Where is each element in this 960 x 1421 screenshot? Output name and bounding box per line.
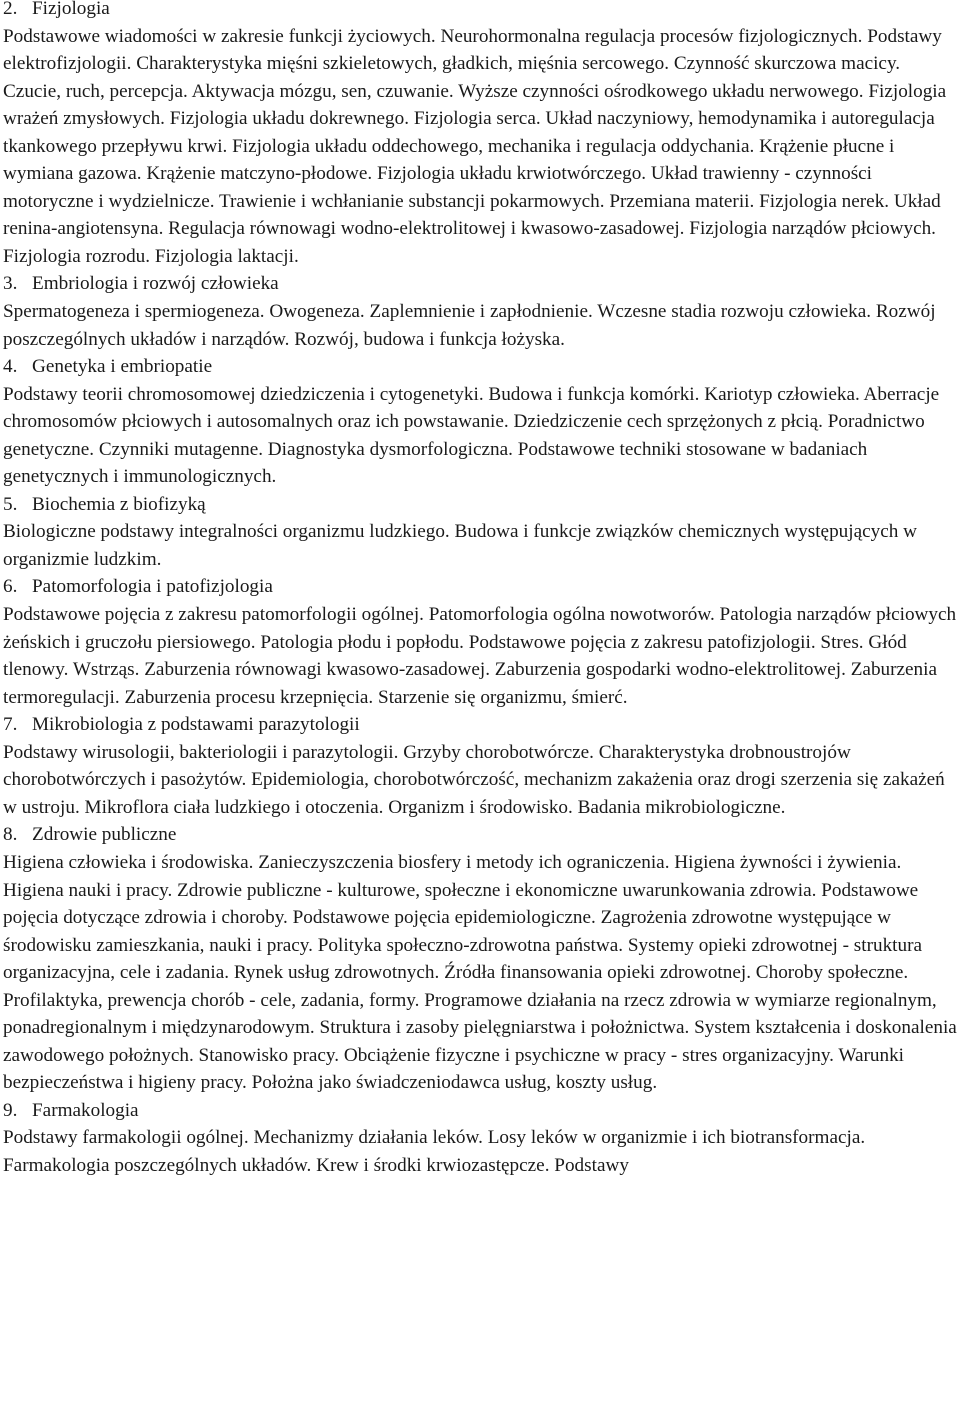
section-title: Mikrobiologia z podstawami parazytologii [32, 714, 360, 736]
section-title: Genetyka i embriopatie [32, 356, 213, 378]
section-number: 2. [3, 0, 18, 19]
section-heading [3, 491, 957, 519]
section-title: Biochemia z biofizyką [32, 493, 206, 515]
section-number: 3. [3, 273, 18, 295]
section-number: 9. [3, 1099, 18, 1121]
section-heading [3, 353, 957, 381]
section-body: Biologiczne podstawy integralności organizmu ludzkiego. Budowa i funkcje związków chemicznych występujących w organizmie ludzkim. [3, 521, 917, 570]
section-body: Podstawowe wiadomości w zakresie funkcji życiowych. Neurohormonalna regulacja procesów fizjologicznych. Podstawy elektrofizjologii. Charakterystyka mięśni szkieletowych, gładkich, mięśnia sercowego. Czynność skurczowa macicy. Czucie, ruch, percepcja. Aktywacja mózgu, sen, czuwanie. Wyższe czynności ośrodkowego układu nerwowego. Fizjologia wrażeń zmysłowych. Fizjologia układu dokrewnego. Fizjologia serca. Układ naczyniowy, hemodynamika i autoregulacja tkankowego przepływu krwi. Fizjologia układu oddechowego, mechanika i regulacja oddychania. Krążenie płucne i wymiana gazowa. Krążenie matczyno-płodowe. Fizjologia układu krwiotwórczego. Układ trawienny - czynności motoryczne i wydzielnicze. Trawienie i wchłanianie substancji pokarmowych. Przemiana materii. Fizjologia nerek. Układ renina-angiotensyna. Regulacja równowagi wodno-elektrolitowej i kwasowo-zasadowej. Fizjologia narządów płciowych. Fizjologia rozrodu. Fizjologia laktacji. [3, 25, 947, 267]
section-number: 6. [3, 576, 18, 598]
section-heading [3, 821, 957, 849]
section-number: 4. [3, 356, 18, 378]
section-heading [3, 0, 957, 23]
section-body: Podstawowe pojęcia z zakresu patomorfologii ogólnej. Patomorfologia ogólna nowotworów. Patologia narządów płciowych żeńskich i gruczołu piersiowego. Patologia płodu i popłodu. Podstawowe pojęcia z zakresu patofizjologii. Stres. Głód tlenowy. Wstrząs. Zaburzenia równowagi kwasowo-zasadowej. Zaburzenia gospodarki wodno-elektrolitowej. Zaburzenia termoregulacji. Zaburzenia procesu krzepnięcia. Starzenie się organizmu, śmierć. [3, 604, 957, 708]
section-zdrowie-publiczne [3, 821, 957, 1096]
section-genetyka [3, 353, 957, 491]
section-title: Farmakologia [32, 1099, 139, 1121]
section-heading [3, 270, 957, 298]
section-biochemia [3, 491, 957, 574]
section-embriologia [3, 270, 957, 353]
section-body: Spermatogeneza i spermiogeneza. Owogeneza. Zaplemnienie i zapłodnienie. Wczesne stadia rozwoju człowieka. Rozwój poszczególnych układów i narządów. Rozwój, budowa i funkcja łożyska. [3, 301, 936, 350]
section-body: Podstawy wirusologii, bakteriologii i parazytologii. Grzyby chorobotwórcze. Charakterystyka drobnoustrojów chorobotwórczych i pasożytów. Epidemiologia, chorobotwórczość, mechanizm zakażenia oraz drogi szerzenia się zakażeń w ustroju. Mikroflora ciała ludzkiego i otoczenia. Organizm i środowisko. Badania mikrobiologiczne. [3, 741, 945, 818]
section-patomorfologia [3, 573, 957, 711]
section-number: 7. [3, 714, 18, 736]
section-body: Podstawy farmakologii ogólnej. Mechanizmy działania leków. Losy leków w organizmie i ich biotransformacja. Farmakologia poszczególnych układów. Krew i środki krwiozastępcze. Podstawy [3, 1127, 866, 1176]
section-number: 5. [3, 493, 18, 515]
document-page [3, 0, 957, 1180]
section-title: Fizjologia [32, 0, 110, 19]
section-heading [3, 573, 957, 601]
section-farmakologia [3, 1097, 957, 1180]
section-title: Patomorfologia i patofizjologia [32, 576, 273, 598]
section-body: Podstawy teorii chromosomowej dziedziczenia i cytogenetyki. Budowa i funkcja komórki. Kariotyp człowieka. Aberracje chromosomów płciowych i autosomalnych oraz ich powstawanie. Dziedziczenie cech sprzężonych z płcią. Poradnictwo genetyczne. Czynniki mutagenne. Diagnostyka dysmorfologiczna. Podstawowe techniki stosowane w badaniach genetycznych i immunologicznych. [3, 383, 940, 488]
section-number: 8. [3, 824, 18, 846]
section-body: Higiena człowieka i środowiska. Zanieczyszczenia biosfery i metody ich ograniczenia. Higiena żywności i żywienia. Higiena nauki i pracy. Zdrowie publiczne - kulturowe, społeczne i ekonomiczne uwarunkowania zdrowia. Podstawowe pojęcia dotyczące zdrowia i choroby. Podstawowe pojęcia epidemiologiczne. Zagrożenia zdrowotne występujące w środowisku zamieszkania, nauki i pracy. Polityka społeczno-zdrowotna państwa. Systemy opieki zdrowotnej - struktura organizacyjna, cele i zadania. Rynek usług zdrowotnych. Źródła finansowania opieki zdrowotnej. Choroby społeczne. Profilaktyka, prewencja chorób - cele, zadania, formy. Programowe działania na rzecz zdrowia w wymiarze regionalnym, ponadregionalnym i międzynarodowym. Struktura i zasoby pielęgniarstwa i położnictwa. System kształcenia i doskonalenia zawodowego położnych. Stanowisko pracy. Obciążenie fizyczne i psychiczne w pracy - stres organizacyjny. Warunki bezpieczeństwa i higieny pracy. Położna jako świadczeniodawca usług, koszty usług. [3, 851, 957, 1094]
section-title: Embriologia i rozwój człowieka [32, 273, 279, 295]
section-fizjologia [3, 0, 957, 270]
section-heading [3, 711, 957, 739]
section-heading [3, 1097, 957, 1125]
section-title: Zdrowie publiczne [32, 824, 177, 846]
section-mikrobiologia [3, 711, 957, 821]
